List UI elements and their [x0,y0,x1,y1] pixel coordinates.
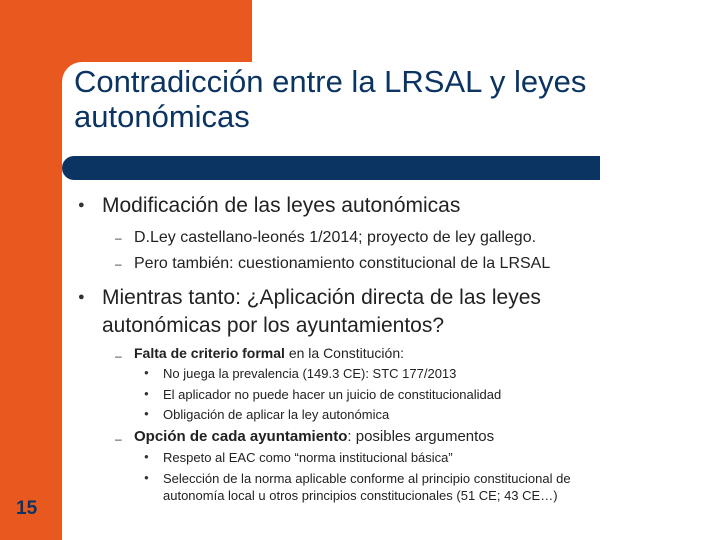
bullet-2-line-2: autonómicas por los ayuntamientos? [102,314,445,337]
dash-marker: – [115,257,122,271]
bullet-marker: ● [144,473,149,482]
bullet-1-sub-2: Pero también: cuestionamiento constitucional de la LRSAL [134,255,551,272]
slide-title: Contradicción entre la LRSAL y leyes autonómicas [74,64,587,134]
bullet-2-sub-1 [134,344,404,362]
dash-marker: – [115,231,122,245]
bullet-marker: ● [78,291,85,303]
bold-phrase: Falta de criterio formal [134,345,285,361]
sub-text: : posibles argumentos [347,428,495,445]
page-number: 15 [16,498,38,519]
bold-phrase: Opción de cada ayuntamiento [134,428,348,445]
bullet-1: Modificación de las leyes autonómicas [102,194,461,217]
sub-text: en la Constitución: [284,345,405,361]
bullet-2-sub-1-item-2: El aplicador no puede hacer un juicio de constitucionalidad [163,387,502,402]
bullet-marker: ● [78,199,85,211]
bullet-marker: ● [144,389,149,398]
dash-marker: – [115,349,122,363]
bullet-marker: ● [144,368,149,377]
bullet-marker: ● [144,409,149,418]
bullet-marker: ● [144,452,149,461]
bullet-2-sub-2-item-1: Respeto al EAC como “norma institucional básica” [163,450,453,465]
bullet-2-sub-2-item-2-line-2: autonomía local u otros principios constitucionales (51 CE; 43 CE…) [163,488,558,503]
title-underline-bar [62,156,600,180]
bullet-2-sub-1-item-3: Obligación de aplicar la ley autonómica [163,407,390,422]
orange-side-bar [0,0,62,540]
dash-marker: – [115,432,122,446]
bullet-2-sub-1-item-1: No juega la prevalencia (149.3 CE): STC 177/2013 [163,366,457,381]
bullet-2-sub-2 [134,427,494,446]
bullet-2-line-1: Mientras tanto: ¿Aplicación directa de las leyes [102,286,541,309]
bullet-1-sub-1: D.Ley castellano-leonés 1/2014; proyecto de ley gallego. [134,229,537,246]
bullet-2-sub-2-item-2-line-1: Selección de la norma aplicable conforme al principio constitucional de [163,471,571,486]
